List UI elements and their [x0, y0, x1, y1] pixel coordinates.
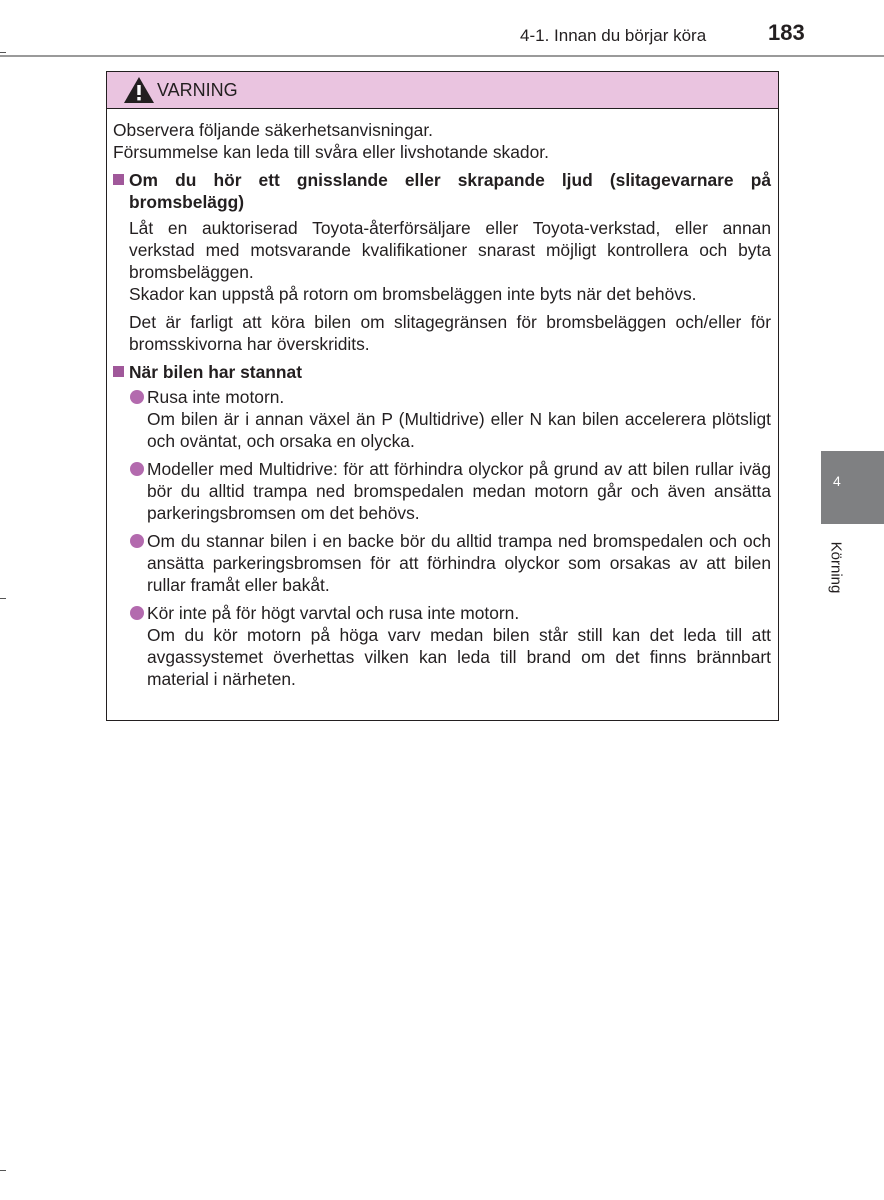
- circle-bullet-icon: [130, 606, 144, 620]
- circle-bullet-icon: [130, 534, 144, 548]
- circle-bullet-icon: [130, 462, 144, 476]
- paragraph: Det är farligt att köra bilen om slitagegränsen för bromsbeläggen och/eller för bromsskivorna har överskridits.: [129, 312, 771, 354]
- crop-mark: [0, 598, 6, 599]
- list-item-text: Rusa inte motorn.: [147, 387, 285, 407]
- list-item: [130, 602, 771, 690]
- square-bullet-icon: [113, 366, 124, 377]
- section-heading: [113, 361, 771, 383]
- crop-mark: [0, 52, 6, 53]
- chapter-number: 4: [833, 473, 841, 489]
- square-bullet-icon: [113, 174, 124, 185]
- list-item-text: Kör inte på för högt varvtal och rusa inte motorn.: [147, 603, 520, 623]
- warning-body: [107, 109, 778, 690]
- chapter-label: Körning: [827, 541, 845, 594]
- warning-header: [107, 72, 778, 109]
- list-item-text: Modeller med Multidrive: för att förhindra olyckor på grund av att bilen rullar iväg bör du alltid trampa ned bromspedalen medan motorn går och även ansätta parkeringsbromsen om det behövs.: [147, 459, 771, 523]
- section-title: 4-1. Innan du börjar köra: [520, 26, 707, 45]
- list-item: [130, 530, 771, 596]
- section-heading-text: När bilen har stannat: [129, 362, 302, 382]
- chapter-tab: [821, 451, 884, 524]
- header-divider: [0, 55, 884, 57]
- warning-box: [106, 71, 779, 721]
- list-item-text: Om du kör motorn på höga varv medan bilen står still kan det leda till att avgassystemet överhettas vilken kan leda till brand om det finns brännbart material i närheten.: [147, 625, 771, 689]
- intro-line: Observera följande säkerhetsanvisningar.: [113, 120, 433, 140]
- page-number: 183: [768, 20, 805, 45]
- list-item: [130, 386, 771, 452]
- section-heading: [113, 169, 771, 213]
- warning-title: VARNING: [157, 79, 238, 100]
- paragraph: Låt en auktoriserad Toyota-återförsäljare eller Toyota-verkstad, eller annan verkstad med motsvarande kvalifikationer snarast möjligt kontrollera och byta bromsbeläggen.: [129, 218, 771, 282]
- circle-bullet-icon: [130, 390, 144, 404]
- list-item-text: Om bilen är i annan växel än P (Multidrive) eller N kan bilen accelerera plötsligt och oväntat, och orsaka en olycka.: [147, 409, 771, 451]
- intro-line: Försummelse kan leda till svåra eller livshotande skador.: [113, 142, 549, 162]
- section-heading-text: Om du hör ett gnisslande eller skrapande ljud (slitagevarnare på bromsbelägg): [129, 170, 771, 212]
- paragraph: Skador kan uppstå på rotorn om bromsbeläggen inte byts när det behövs.: [129, 284, 697, 304]
- list-item-text: Om du stannar bilen i en backe bör du alltid trampa ned bromspedalen och och ansätta parkeringsbromsen för att förhindra olyckor som orsakas av att bilen rullar framåt eller bakåt.: [147, 531, 771, 595]
- crop-mark: [0, 1170, 6, 1171]
- warning-triangle-icon: [123, 76, 155, 104]
- list-item: [130, 458, 771, 524]
